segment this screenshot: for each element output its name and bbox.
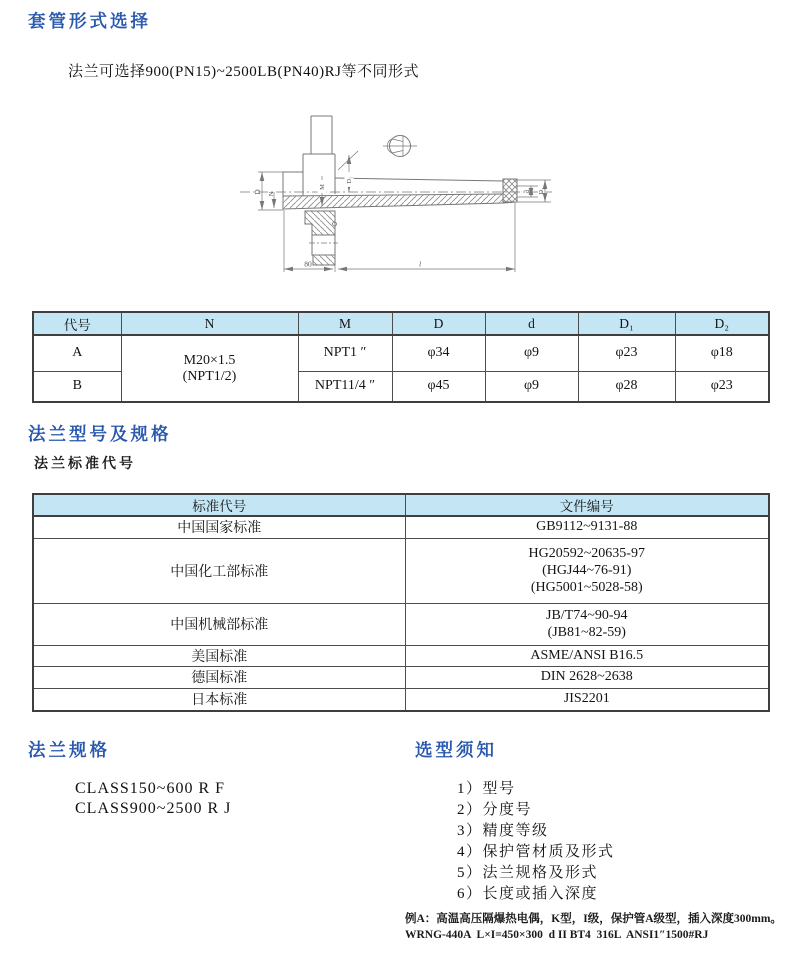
col-header-document-no: 文件编号 (405, 494, 769, 516)
section-title-selection-notes: 选型须知 (415, 740, 497, 760)
code-line: ASME/ANSI B16.5 (530, 647, 644, 663)
col-header-d: d (485, 312, 578, 335)
cell-D-A: φ34 (392, 335, 485, 371)
dimension-lines (258, 151, 551, 272)
dim-label-D: D (253, 189, 262, 195)
n-cell-line1: M20×1.5 (183, 352, 236, 368)
list-item: 6）长度或插入深度 (457, 886, 599, 902)
list-item: 5）法兰规格及形式 (457, 865, 599, 881)
code-line: (JB81~82-59) (547, 625, 626, 640)
standard-name: 德国标准 (33, 666, 405, 688)
flange-standards-table (32, 493, 770, 712)
cell-D2-B: φ23 (675, 371, 769, 402)
drawing-outline (240, 116, 552, 265)
table-row (33, 516, 769, 538)
dim-label-d: d (524, 189, 531, 194)
cell-M-A: NPT1 ″ (298, 335, 392, 371)
dim-label-N: N (268, 191, 275, 197)
standard-codes (405, 538, 769, 603)
flange-range-note: 法兰可选择900(PN15)~2500LB(PN40)RJ等不同形式 (68, 64, 419, 80)
standard-codes (405, 603, 769, 645)
subheading-flange-standard-codes: 法兰标准代号 (34, 455, 136, 471)
col-header-D1: D₁ (578, 312, 675, 335)
standard-name: 中国国家标准 (33, 516, 405, 538)
flange-class-lines (75, 779, 231, 818)
table-header-row (33, 312, 769, 335)
list-item: 2）分度号 (457, 802, 533, 818)
selection-notes-list (457, 779, 615, 905)
col-header-D: D (392, 312, 485, 335)
example-description: 例A：高温高压隔爆热电偶，K型，I级，保护管A级型，插入深度300mm。 (405, 913, 782, 925)
col-header-code: 代号 (33, 312, 121, 335)
cell-M-B: NPT11/4 ″ (298, 371, 392, 402)
cell-d-A: φ9 (485, 335, 578, 371)
cell-D-B: φ45 (392, 371, 485, 402)
table-row (33, 666, 769, 688)
class-line-rf: CLASS150~600 R F (75, 780, 226, 797)
code-line: (HG5001~5028-58) (530, 580, 643, 595)
standard-codes (405, 666, 769, 688)
cell-d-B: φ9 (485, 371, 578, 402)
cell-N-merged (121, 335, 298, 402)
cell-D1-A: φ23 (578, 335, 675, 371)
dimension-labels (253, 177, 545, 269)
standard-codes (405, 516, 769, 538)
class-line-rj: CLASS900~2500 R J (75, 799, 232, 817)
cell-D1-B: φ28 (578, 371, 675, 402)
code-line: JB/T74~90-94 (546, 608, 628, 623)
cell-code-B: B (33, 371, 121, 402)
col-header-D2: D₂ (675, 312, 769, 335)
code-line: DIN 2628~2638 (540, 669, 633, 684)
standard-codes (405, 645, 769, 666)
n-cell-line2: (NPT1/2) (182, 368, 237, 384)
table-row (33, 688, 769, 711)
table-header-row (33, 494, 769, 516)
section-title-flange-model: 法兰型号及规格 (28, 424, 172, 444)
list-item: 3）精度等级 (457, 823, 549, 839)
col-header-M: M (298, 312, 392, 335)
code-line: HG20592~20635-97 (528, 546, 645, 561)
code-line: GB9112~9131-88 (536, 519, 638, 535)
example-model-code: WRNG-440A L×I=450×300 d II BT4 316L ANSI1″1500#RJ (405, 928, 709, 941)
section-title-flange-spec: 法兰规格 (28, 740, 110, 760)
sleeve-dimension-table (32, 311, 770, 403)
table-row (33, 335, 769, 371)
dim-label-D1: D₁ (346, 176, 353, 184)
code-line: JIS2201 (563, 691, 610, 707)
dim-label-D2: D₂ (538, 187, 545, 195)
table-row (33, 538, 769, 603)
section-title-sleeve-form: 套管形式选择 (28, 11, 151, 31)
dim-label-80: 80 (304, 259, 312, 269)
dim-label-l: l (418, 259, 422, 269)
thermowell-drawing (170, 100, 680, 300)
standard-codes (405, 688, 769, 711)
list-item: 1）型号 (457, 781, 516, 797)
cell-D2-A: φ18 (675, 335, 769, 371)
standard-name: 中国化工部标准 (33, 538, 405, 603)
code-line: (HGJ44~76-91) (542, 563, 632, 578)
table-row (33, 645, 769, 666)
dim-label-M: M (319, 184, 326, 190)
projection-symbol (383, 135, 417, 157)
standard-name: 美国标准 (33, 645, 405, 666)
table-row (33, 603, 769, 645)
col-header-standard-code: 标准代号 (33, 494, 405, 516)
ordering-example (405, 912, 782, 943)
cell-code-A: A (33, 335, 121, 371)
standard-name: 中国机械部标准 (33, 603, 405, 645)
list-item: 4）保护管材质及形式 (457, 844, 615, 860)
col-header-N: N (121, 312, 298, 335)
standard-name: 日本标准 (33, 688, 405, 711)
